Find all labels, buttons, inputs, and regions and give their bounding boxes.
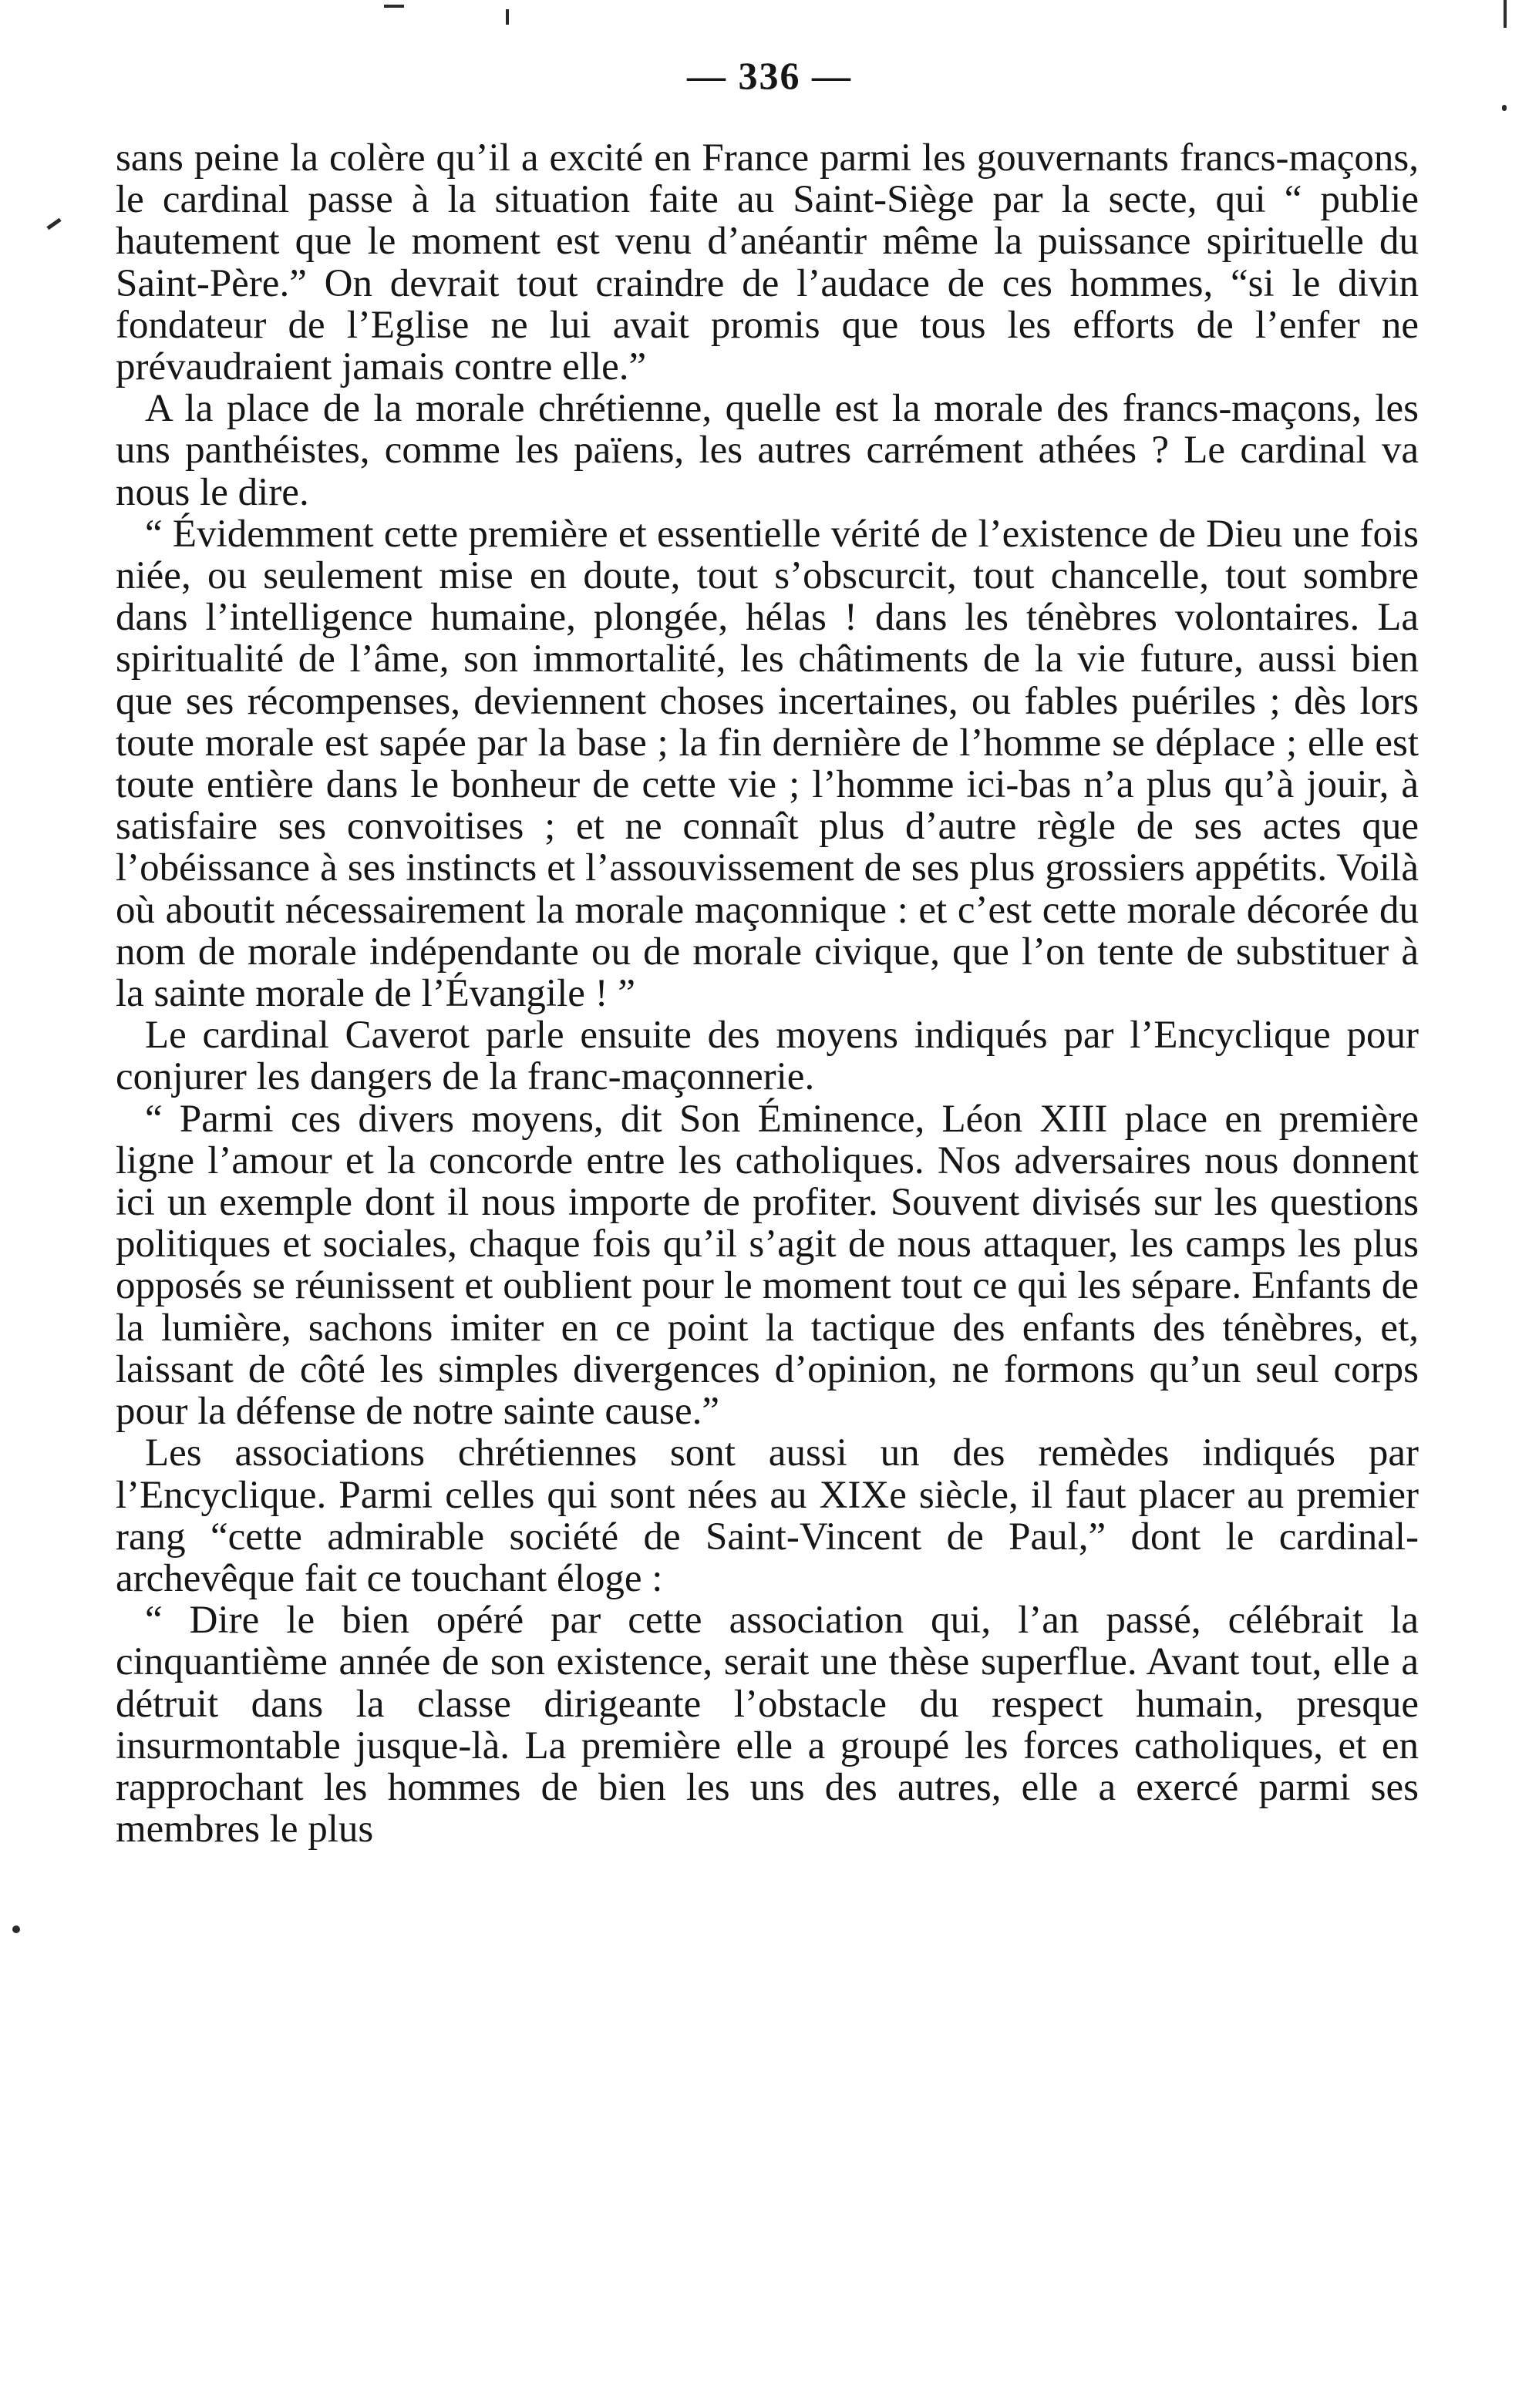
print-speck [384, 5, 404, 8]
body-text [116, 137, 1419, 1850]
print-speck [1504, 0, 1507, 28]
print-speck [12, 1925, 20, 1933]
paragraph: A la place de la morale chrétienne, quelle est la morale des francs-maçons, les uns panthéistes, comme les païens, les autres carrément athées ? Le cardinal va nous le dire. [116, 387, 1419, 514]
paragraph: Le cardinal Caverot parle ensuite des moyens indiqués par l’Encyclique pour conjurer les dangers de la franc-maçonnerie. [116, 1014, 1419, 1099]
paragraph: “ Évidemment cette première et essentielle vérité de l’existence de Dieu une fois niée, ou seulement mise en doute, tout s’obscurcit, tout chancelle, tout sombre dans l’intelligence humaine, plongée, hélas ! dans les ténèbres volontaires. La spiritualité de l’âme, son immortalité, les châtiments de la vie future, aussi bien que ses récompenses, deviennent choses incertaines, ou fables puériles ; dès lors toute morale est sapée par la base ; la fin dernière de l’homme se déplace ; elle est toute entière dans le bonheur de cette vie ; l’homme ici-bas n’a plus qu’à jouir, à satisfaire ses convoitises ; et ne connaît plus d’autre règle de ses actes que l’obéissance à ses instincts et l’assouvissement de ses plus grossiers appétits. Voilà où aboutit nécessairement la morale maçonnique : et c’est cette morale décorée du nom de morale indépendante ou de morale civique, que l’on tente de substituer à la sainte morale de l’Évangile ! ” [116, 512, 1419, 1016]
paragraph: “ Parmi ces divers moyens, dit Son Éminence, Léon XIII place en première ligne l’amour et la concorde entre les catholiques. Nos adversaires nous donnent ici un exemple dont il nous importe de profiter. Souvent divisés sur les questions politiques et sociales, chaque fois qu’il s’agit de nous attaquer, les camps les plus opposés se réunissent et oublient pour le moment tout ce qui les sépare. Enfants de la lumière, sachons imiter en ce point la tactique des enfants des ténèbres, et, laissant de côté les simples divergences d’opinion, ne formons qu’un seul corps pour la défense de notre sainte cause.” [116, 1097, 1419, 1434]
paragraph: “ Dire le bien opéré par cette association qui, l’an passé, célébrait la cinquantième année de son existence, serait une thèse superflue. Avant tout, elle a détruit dans la classe dirigeante l’obstacle du respect humain, presque insurmontable jusque-là. La première elle a groupé les forces catholiques, et en rapprochant les hommes de bien les uns des autres, elle a exercé parmi ses membres le plus [116, 1599, 1419, 1851]
print-speck [506, 9, 509, 25]
paragraph: sans peine la colère qu’il a excité en France parmi les gouvernants francs-maçons, le cardinal passe à la situation faite au Saint-Siège par la secte, qui “ publie hautement que le moment est venu d’anéantir même la puissance spirituelle du Saint-Père.” On devrait tout craindre de l’audace de ces hommes, “si le divin fondateur de l’Eglise ne lui avait promis que tous les efforts de l’enfer ne prévaudraient jamais contre elle.” [116, 136, 1419, 389]
page-number: — 336 — [687, 54, 852, 97]
paragraph: Les associations chrétiennes sont aussi un des remèdes indiqués par l’Encyclique. Parmi celles qui sont nées au XIXe siècle, il faut placer au premier rang “cette admirable société de Saint-Vincent de Paul,” dont le cardinal-archevêque fait ce touchant éloge : [116, 1431, 1419, 1600]
print-speck [46, 218, 61, 230]
print-speck [1502, 105, 1507, 111]
